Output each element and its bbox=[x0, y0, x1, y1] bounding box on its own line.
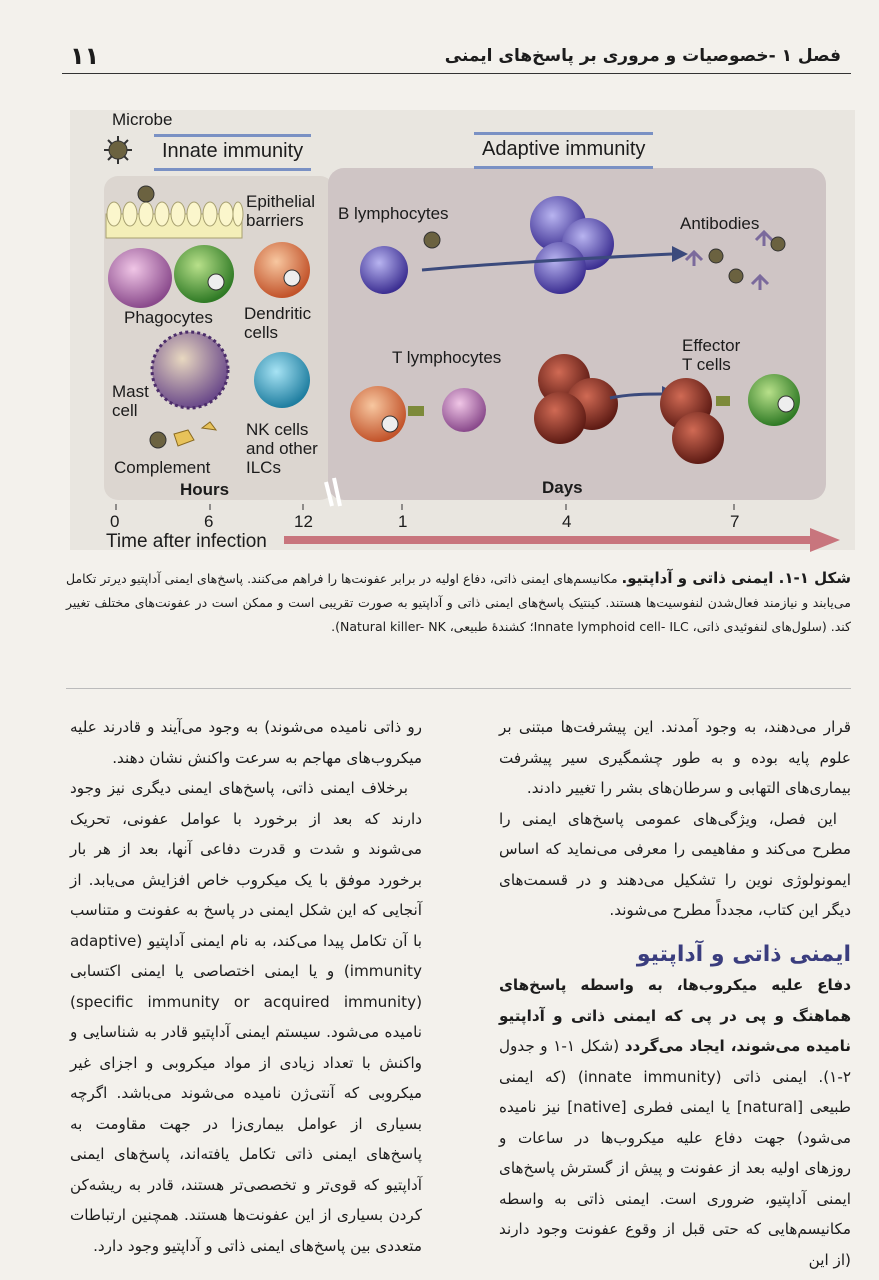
left-column bbox=[70, 712, 422, 1261]
axis-ticks bbox=[116, 504, 734, 510]
figure-1-1 bbox=[70, 98, 855, 560]
tick-4: 4 bbox=[562, 512, 572, 531]
innate-title bbox=[154, 134, 311, 167]
caption-body: مکانیسم‌های ایمنی ذاتی، دفاع اولیه در برابر عفونت‌ها را فراهم می‌کنند. پاسخ‌های ایمنی آداپتیو دیرتر تکامل می‌یابند و نیازمند فعال‌شدن لنفوسیت‌ها هستند. کینتیک پاسخ‌های ایمنی ذاتی و آداپتیو به صورت تقریبی است و ممکن است در عفونت‌های مختلف تغییر کند. (سلول‌های لنفوئیدی ذاتی، Innate lymphoid cell- ILC؛ کشندهٔ طبیعی، Natural killer- NK). bbox=[66, 571, 851, 634]
left-para-1: رو ذاتی نامیده می‌شوند) به وجود می‌آیند و قادرند علیه میکروب‌های مهاجم به سرعت واکنش نشان دهند. bbox=[70, 718, 422, 767]
right-column bbox=[499, 712, 851, 1275]
innate-title-bar-top bbox=[154, 134, 311, 137]
t-cell-arrow bbox=[610, 394, 662, 398]
dendritic-cell bbox=[254, 242, 310, 298]
days-label: Days bbox=[542, 478, 583, 497]
epithelial-barrier-illustration bbox=[106, 186, 243, 238]
innate-title-bar-bottom bbox=[154, 168, 311, 171]
nk-cell bbox=[254, 352, 310, 408]
figure-caption bbox=[66, 566, 851, 639]
b-lymphocytes-label: B lymphocytes bbox=[338, 204, 449, 223]
adaptive-title-text: Adaptive immunity bbox=[482, 138, 646, 160]
t-lymphocyte bbox=[442, 388, 486, 432]
antibodies-label: Antibodies bbox=[680, 214, 760, 233]
adaptive-title bbox=[474, 132, 653, 165]
chapter-title: فصل ۱ -خصوصیات و مروری بر پاسخ‌های ایمنی bbox=[444, 46, 841, 66]
microbe-label: Microbe bbox=[112, 110, 173, 129]
effector-t-cells bbox=[660, 374, 800, 464]
caption-title: شکل ۱-۱. ایمنی ذاتی و آداپتیو. bbox=[621, 569, 851, 587]
axis-label: Time after infection bbox=[106, 531, 267, 552]
t-lymphocytes-label: T lymphocytes bbox=[392, 348, 502, 367]
right-para-3 bbox=[499, 970, 851, 1275]
microbe-icon bbox=[104, 136, 132, 164]
antigen-presenting-cell bbox=[350, 386, 424, 442]
adaptive-title-bar-bottom bbox=[474, 166, 653, 169]
tick-6: 6 bbox=[204, 512, 214, 531]
complement-illustration bbox=[150, 422, 216, 448]
page-number: ۱۱ bbox=[70, 42, 100, 70]
time-arrow-shaft bbox=[284, 536, 814, 544]
effector-label: Effector T cells bbox=[682, 336, 741, 374]
b-cell-arrowhead bbox=[672, 246, 688, 262]
antibodies-illustration bbox=[686, 232, 785, 290]
header-rule bbox=[62, 73, 851, 74]
complement-label: Complement bbox=[114, 458, 211, 477]
caption-separator bbox=[66, 688, 851, 689]
tick-7: 7 bbox=[730, 512, 740, 531]
epithelial-label: Epithelial barriers bbox=[246, 192, 315, 230]
mast-cell bbox=[152, 332, 228, 408]
left-para-2: برخلاف ایمنی ذاتی، پاسخ‌های ایمنی دیگری نیز وجود دارند که بعد از برخورد با عوامل عفونی، تحریک می‌شوند و شدت و قدرت دفاعی آنها، بعد از هر بار برخورد موفق با یک میکروب خاص افزایش می‌یابد. از آنجایی که این شکل ایمنی در پاسخ به عفونت و متناسب با آن تکامل پیدا می‌کند، به نام ایمنی آداپتیو (adaptive immunity) و یا ایمنی اختصاصی یا ایمنی اکتسابی (specific immunity or acquired immunity) نامیده می‌شود. سیستم ایمنی آداپتیو قادر به شناسایی و واکنش با تعداد زیادی از مواد میکروبی و اجزای غیر میکروبی که آنتی‌ژن نامیده می‌شوند می‌باشد. اگرچه بسیاری از عوامل بیماری‌زا در جهت مقاومت به پاسخ‌های ایمنی ذاتی تکامل یافته‌اند، پاسخ‌های ایمنی آداپتیو که قوی‌تر و تخصصی‌تر هستند، قادر به ریشه‌کن کردن بسیاری از این عفونت‌ها هستند. همچنین ارتباطات متعددی بین پاسخ‌های ایمنی ذاتی و آداپتیو وجود دارد. bbox=[70, 779, 422, 1255]
dendritic-label: Dendritic cells bbox=[244, 304, 312, 342]
time-arrowhead bbox=[810, 528, 840, 552]
b-lymphocyte bbox=[360, 232, 440, 294]
adaptive-title-bar-top bbox=[474, 132, 653, 135]
panel-divider bbox=[326, 482, 332, 506]
tick-12: 12 bbox=[294, 512, 313, 531]
right-para-3-bold: دفاع علیه میکروب‌ها، به واسطه پاسخ‌های هماهنگ و پی در پی که ایمنی ذاتی و آداپتیو نامیده می‌شوند، ایجاد می‌گردد bbox=[499, 976, 852, 1055]
page-header bbox=[62, 38, 851, 78]
right-para-3-rest: (شکل ۱-۱ و جدول ۲-۱). ایمنی ذاتی (innate immunity) (که ایمنی طبیعی [natural] یا ایمنی فطری [native] نیز نامیده می‌شود) جهت دفاع علیه میکروب‌ها در ساعات و روزهای اولیه بعد از عفونت و پیش از گسترش پاسخ‌های ایمنی آداپتیو، ضروری است. ایمنی ذاتی به واسطه مکانیسم‌هایی که حتی قبل از وقوع عفونت وجود دارند (از این bbox=[499, 1037, 851, 1269]
right-para-2: این فصل، ویژگی‌های عمومی پاسخ‌های ایمنی را مطرح می‌کند و مفاهیمی را معرفی می‌نماید که اساس ایمونولوژی نوین را تشکیل می‌دهند و در قسمت‌های دیگر این کتاب، مجدداً مطرح می‌شوند. bbox=[499, 809, 851, 919]
tick-0: 0 bbox=[110, 512, 120, 531]
right-para-1: قرار می‌دهند، به وجود آمدند. این پیشرفت‌ها مبتنی بر علوم پایه بوده و به طور چشمگیری سیر پیشرفت بیماری‌های التهابی و سرطان‌های بشر را تغییر دادند. bbox=[499, 718, 851, 797]
innate-title-text: Innate immunity bbox=[162, 140, 304, 162]
mast-label: Mast cell bbox=[112, 382, 149, 420]
panel-divider-2 bbox=[334, 478, 340, 506]
b-lymphocyte-cluster bbox=[530, 196, 614, 294]
phagocytes-label: Phagocytes bbox=[124, 308, 213, 327]
phagocyte-cells bbox=[108, 245, 234, 308]
section-title: ایمنی ذاتی و آداپتیو bbox=[636, 941, 851, 967]
tick-1: 1 bbox=[398, 512, 408, 531]
nk-label: NK cells and other ILCs bbox=[246, 420, 318, 477]
hours-label: Hours bbox=[180, 480, 230, 499]
t-lymphocyte-cluster bbox=[534, 354, 618, 444]
